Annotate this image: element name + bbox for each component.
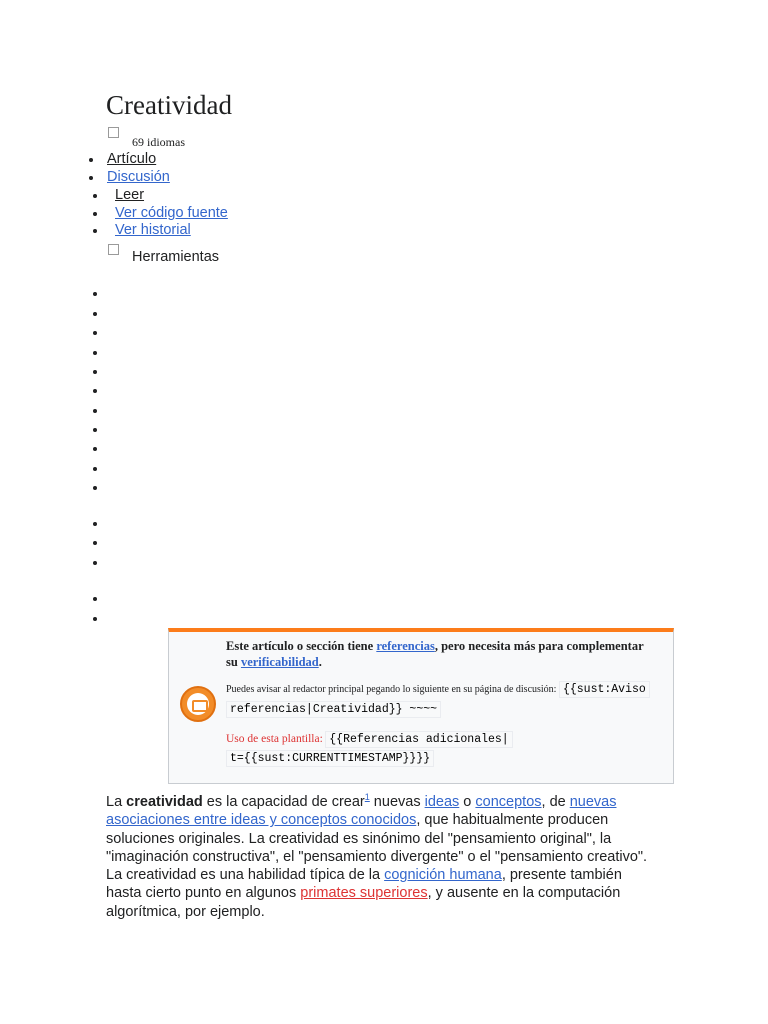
hint-code: {{sust:Aviso (559, 681, 650, 698)
asociaciones-link[interactable]: nuevas asociaciones entre ideas y conceptos conocidos (106, 794, 617, 829)
cognicion-humana-link[interactable]: cognición humana (384, 867, 502, 884)
list-bullet (93, 467, 97, 471)
list-bullet (93, 409, 97, 413)
list-bullet (93, 312, 97, 316)
references-notice-box (168, 628, 674, 784)
list-bullet (93, 389, 97, 393)
tools-checkbox[interactable] (108, 244, 119, 255)
tab-ver-historial[interactable]: Ver historial (115, 222, 191, 238)
conceptos-link[interactable]: conceptos (475, 794, 542, 810)
notice-hint: Puedes avisar al redactor principal pegando lo siguiente en su página de discusión: {{sust:Aviso (226, 680, 666, 700)
list-bullet (93, 194, 97, 198)
list-bullet (89, 158, 93, 162)
tab-articulo[interactable]: Artículo (107, 151, 157, 167)
book-icon (180, 686, 216, 722)
list-bullet (89, 176, 93, 180)
page-title: Creatividad (106, 90, 232, 120)
list-bullet (93, 212, 97, 216)
list-bullet (93, 486, 97, 490)
list-bullet (93, 351, 97, 355)
languages-button[interactable]: 69 idiomas (132, 135, 185, 149)
list-bullet (93, 292, 97, 296)
list-bullet (93, 447, 97, 451)
verificabilidad-link[interactable]: verificabilidad (240, 655, 319, 669)
languages-checkbox[interactable] (108, 127, 119, 138)
tab-discusion[interactable]: Discusión (107, 169, 170, 185)
notice-usage: Uso de esta plantilla: {{Referencias adicionales| (226, 729, 666, 750)
intro-paragraph: La creatividad es la capacidad de crear$^1$ nuevas ideas o conceptos, de nuevas asociaciones entre ideas y conceptos conocidos, que habitualmente producen soluciones originales. La creatividad es sinónimo del "pensamiento original", la "imaginación constructiva", el "pensamiento divergente" o el "pensamiento creativo". La creatividad es una habilidad típica de la cognición humana, presente también hasta cierto punto en algunos primates superiores, y ausente en la computación algorítmica, por ejemplo. (106, 792, 648, 920)
list-bullet (93, 428, 97, 432)
notice-message: Este artículo o sección tiene referencias, pero necesita más para complementar su verificabilidad. (226, 639, 644, 669)
tab-leer[interactable]: Leer (115, 187, 145, 203)
referencias-link[interactable]: referencias (376, 639, 435, 653)
tab-ver-codigo-fuente[interactable]: Ver código fuente (115, 205, 228, 221)
list-bullet (93, 617, 97, 621)
list-bullet (93, 597, 97, 601)
list-bullet (93, 370, 97, 374)
list-bullet (93, 522, 97, 526)
ideas-link[interactable]: ideas (424, 794, 460, 810)
primates-superiores-link[interactable]: primates superiores (300, 885, 428, 902)
list-bullet (93, 331, 97, 335)
usage-code-cont: t={{sust:CURRENTTIMESTAMP}}}} (226, 750, 434, 767)
list-bullet (93, 229, 97, 233)
list-bullet (93, 561, 97, 565)
reference-1-link[interactable]: 1 (364, 792, 370, 803)
usage-code: {{Referencias adicionales| (325, 731, 512, 748)
list-bullet (93, 541, 97, 545)
hint-code-cont: referencias|Creatividad}} ~~~~ (226, 701, 441, 718)
tools-menu-button[interactable]: Herramientas (132, 249, 220, 265)
